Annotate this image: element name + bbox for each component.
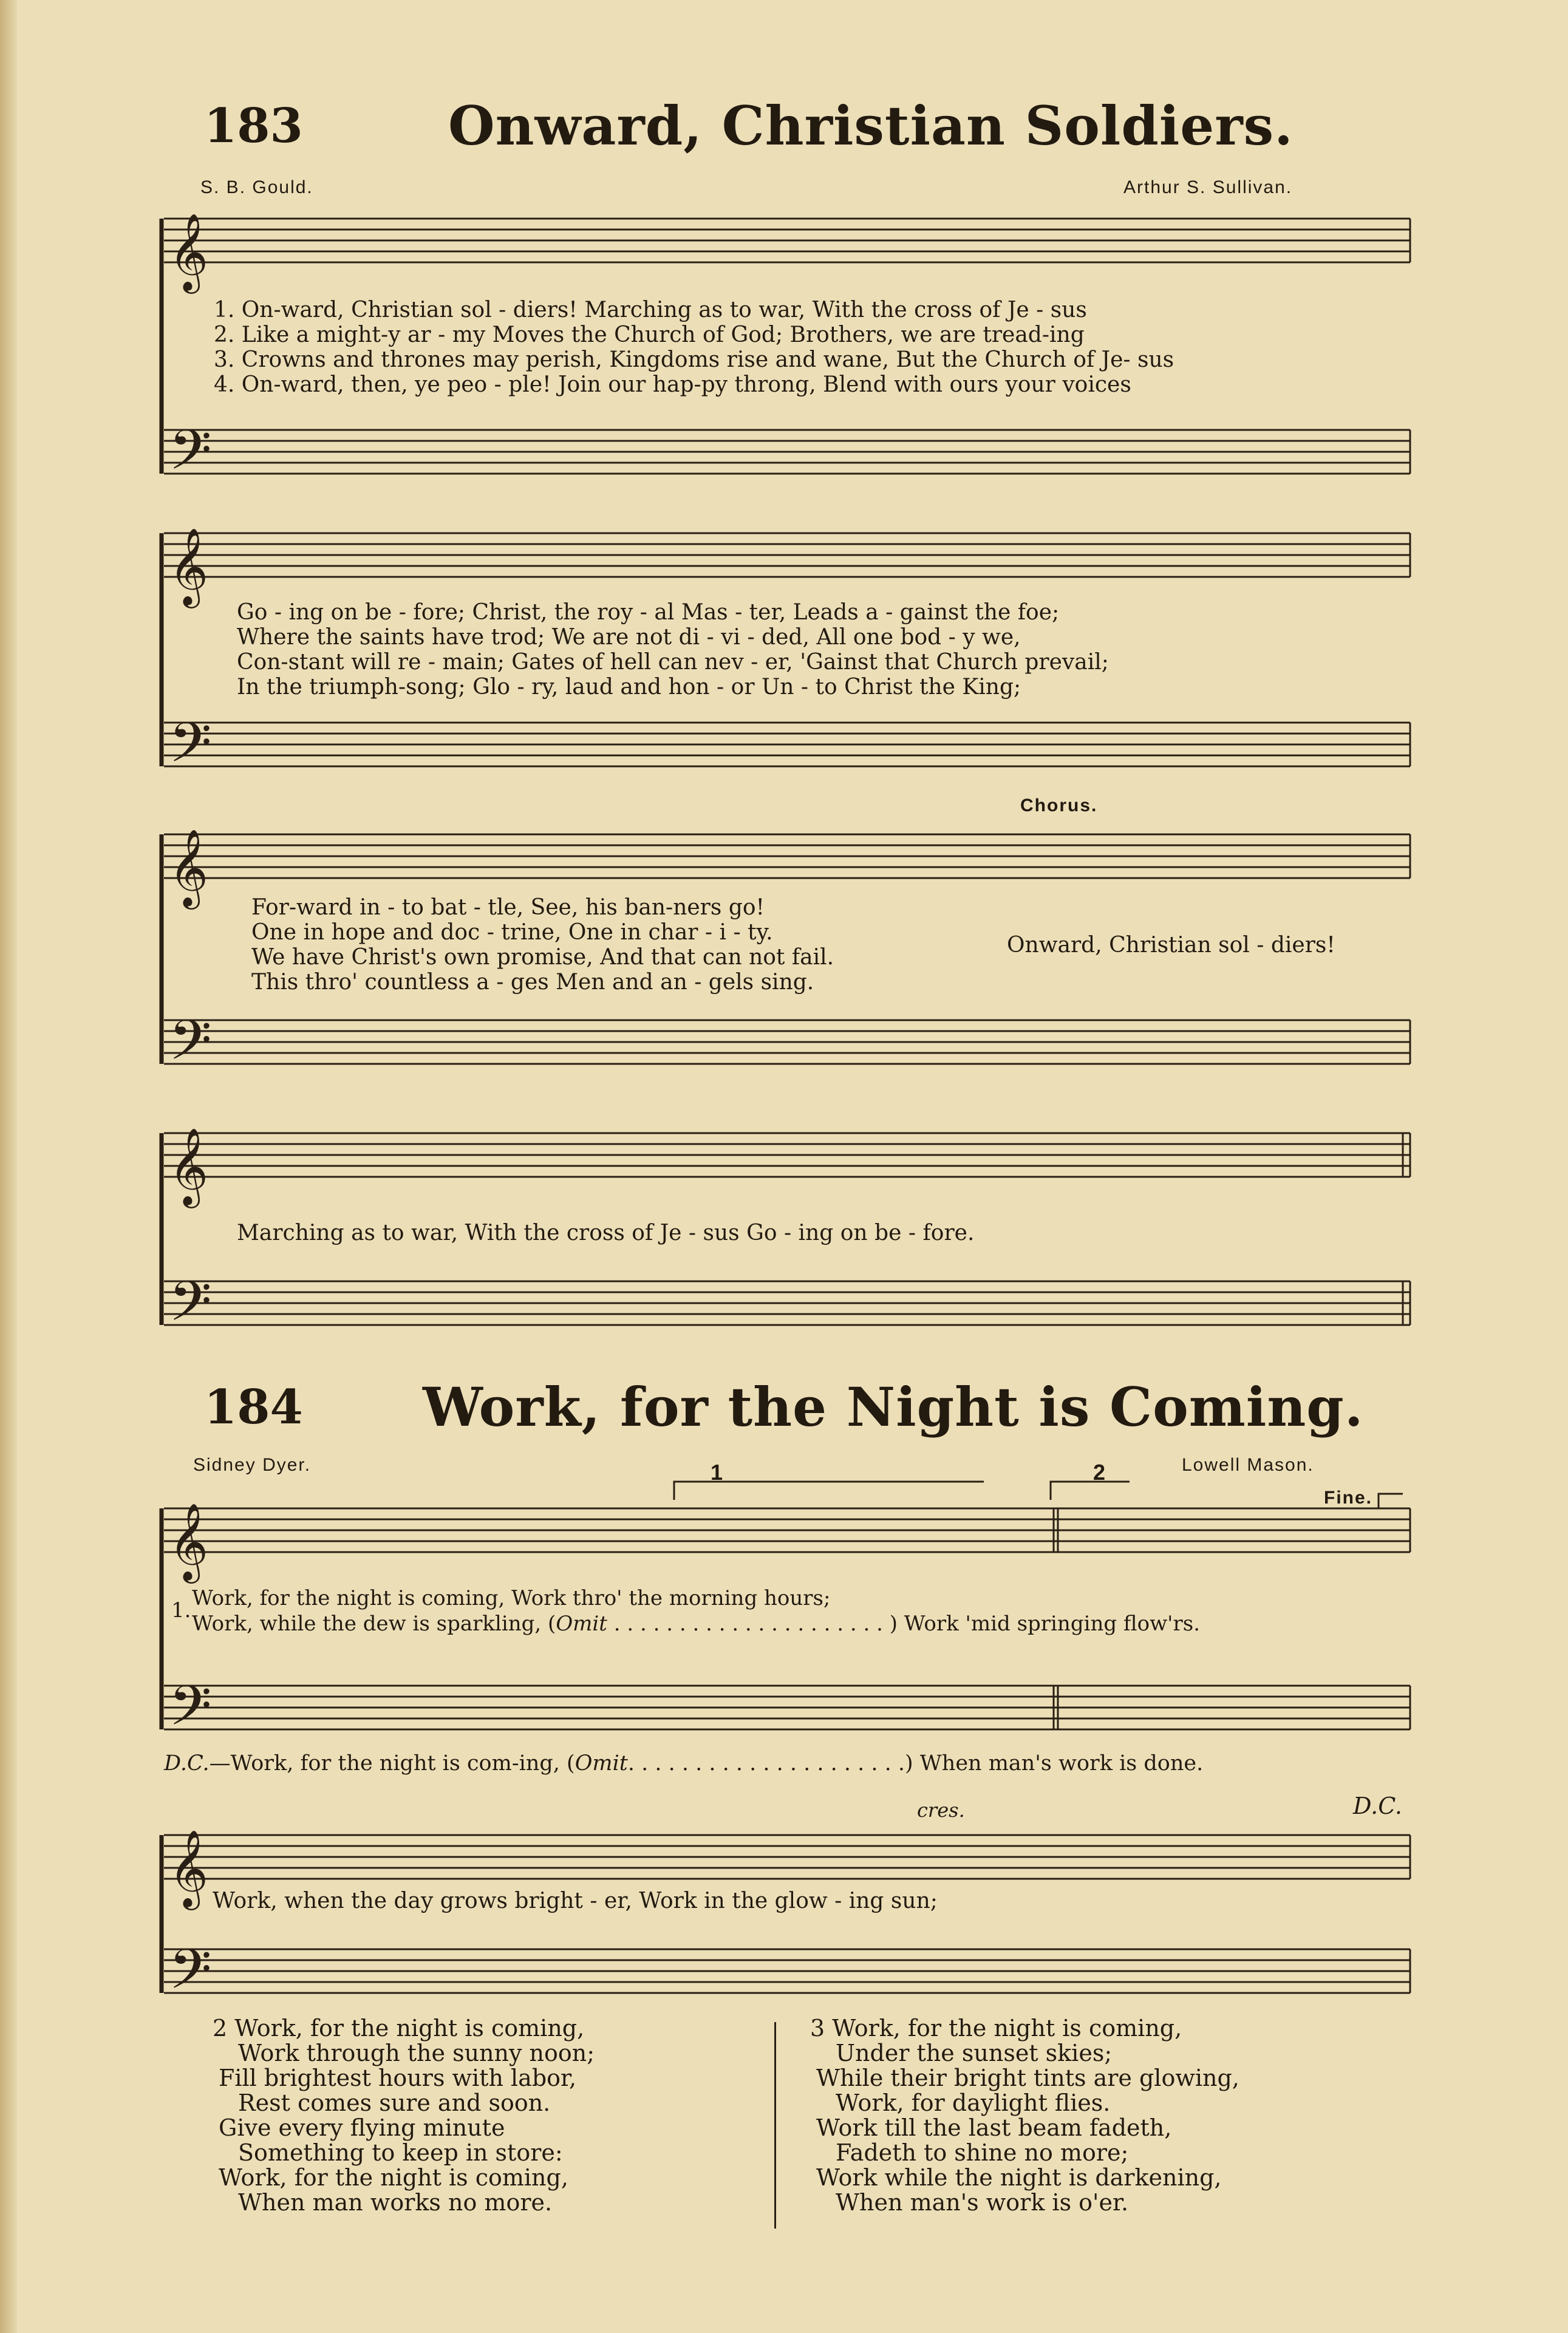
lyric-line: In the triumph-song; Glo - ry, laud and hon - or Un - to Christ the King; xyxy=(237,675,1021,700)
music-credit-184: Lowell Mason. xyxy=(1182,1455,1314,1475)
fine-mark: Fine. xyxy=(1324,1488,1373,1508)
verse-number-184: 1. xyxy=(171,1598,191,1623)
lyrics-184-line-c: Work, when the day grows bright - er, Work in the glow - ing sun; xyxy=(213,1889,938,1913)
stanza-line: Work, for daylight flies. xyxy=(836,2089,1111,2116)
lyrics-183-sys3 xyxy=(251,895,834,995)
lyric-fragment: . . . . . . . . . . . . . . . . . . . . .) xyxy=(627,1751,913,1776)
stanza-line: Work while the night is darkening, xyxy=(816,2164,1222,2191)
svg-text:𝄢: 𝄢 xyxy=(169,1008,212,1086)
bar-lines xyxy=(1054,219,1410,1993)
chorus-line-1: Onward, Christian sol - diers! xyxy=(1007,933,1335,958)
stanza-line: Work through the sunny noon; xyxy=(238,2040,595,2066)
staff-treble-183-4 xyxy=(164,1133,1410,1177)
lyric-line: 4. On-ward, then, ye peo - ple! Join our hap-py throng, Blend with ours your voices xyxy=(214,372,1131,397)
music-credit-183: Arthur S. Sullivan. xyxy=(1123,177,1293,197)
svg-text:𝄢: 𝄢 xyxy=(169,710,212,788)
lyric-fragment: —Work, for the night is com-ing, ( xyxy=(209,1751,575,1776)
lyric-fragment: Work 'mid springing flow'rs. xyxy=(904,1612,1201,1636)
stanza-line: When man works no more. xyxy=(238,2189,553,2216)
staff-treble-184-2 xyxy=(164,1835,1410,1879)
stanza-line: 3 Work, for the night is coming, xyxy=(810,2015,1182,2042)
lyric-line: 3. Crowns and thrones may perish, Kingdoms rise and wane, But the Church of Je- sus xyxy=(214,347,1174,372)
staff-bass-183-1 xyxy=(164,430,1410,474)
svg-text:𝄞: 𝄞 xyxy=(169,1829,209,1907)
staff-bass-183-3 xyxy=(164,1020,1410,1064)
lyric-line: We have Christ's own promise, And that can not fail. xyxy=(251,945,834,970)
ending-2-label: 2 xyxy=(1093,1460,1107,1485)
stanza-line: While their bright tints are glowing, xyxy=(816,2065,1239,2091)
stanza-2 xyxy=(213,2016,595,2215)
omit-mark: Omit xyxy=(574,1751,628,1776)
dc-mark: D.C. xyxy=(1353,1793,1402,1819)
omit-mark: Omit xyxy=(556,1612,607,1636)
staff-treble-183-3 xyxy=(164,834,1410,878)
chorus-line-2: Marching as to war, With the cross of Je - sus Go - ing on be - fore. xyxy=(237,1221,975,1245)
lyric-line: 2. Like a might-y ar - my Moves the Church of God; Brothers, we are tread-ing xyxy=(214,322,1085,347)
stanza-line: When man's work is o'er. xyxy=(836,2189,1129,2216)
svg-text:𝄢: 𝄢 xyxy=(169,1937,212,2015)
lyric-line: Con-stant will re - main; Gates of hell can nev - er, 'Gainst that Church prevail; xyxy=(237,650,1109,675)
chorus-label: Chorus. xyxy=(1020,795,1098,816)
words-credit-183: S. B. Gould. xyxy=(200,177,313,197)
lyric-fragment: Work, while the dew is sparkling, ( xyxy=(192,1612,556,1636)
svg-text:𝄢: 𝄢 xyxy=(169,1674,212,1751)
svg-text:𝄞: 𝄞 xyxy=(169,1502,209,1580)
svg-text:𝄞: 𝄞 xyxy=(169,828,209,906)
hymn-number-184: 184 xyxy=(204,1380,303,1435)
hymn-number-183: 183 xyxy=(204,98,303,154)
lyrics-183-sys2 xyxy=(237,600,1109,700)
stanza-line: Work, for the night is coming, xyxy=(219,2164,568,2191)
lyric-line: 1. On-ward, Christian sol - diers! Marching as to war, With the cross of Je - sus xyxy=(214,298,1087,322)
staff-bass-184-2 xyxy=(164,1949,1410,1993)
stanza-line: Work till the last beam fadeth, xyxy=(816,2114,1172,2141)
staff-treble-184-1 xyxy=(164,1508,1410,1552)
stanza-3 xyxy=(810,2016,1239,2215)
staff-treble-183-2 xyxy=(164,533,1410,577)
staff-bass-184-1 xyxy=(164,1686,1410,1729)
lyric-line: Go - ing on be - fore; Christ, the roy - al Mas - ter, Leads a - gainst the foe; xyxy=(237,600,1060,625)
svg-text:𝄢: 𝄢 xyxy=(169,1269,212,1347)
lyric-line: Where the saints have trod; We are not di - vi - ded, All one bod - y we, xyxy=(237,625,1021,650)
stanza-divider xyxy=(774,2022,776,2229)
hymn-title-183: Onward, Christian Soldiers. xyxy=(448,94,1294,157)
dc-line xyxy=(164,1751,1203,1776)
staff-bass-183-2 xyxy=(164,723,1410,766)
stanza-line: Fadeth to shine no more; xyxy=(836,2139,1129,2166)
lyric-fragment: When man's work is done. xyxy=(919,1751,1204,1776)
lyrics-183-sys1 xyxy=(214,298,1174,397)
lyrics-184-line-b xyxy=(192,1612,1200,1637)
svg-text:𝄞: 𝄞 xyxy=(169,213,209,290)
lyric-line: For-ward in - to bat - tle, See, his ban-ners go! xyxy=(251,895,765,920)
stanza-line: Rest comes sure and soon. xyxy=(238,2089,551,2116)
stanza-line: 2 Work, for the night is coming, xyxy=(213,2015,585,2042)
lyric-line: This thro' countless a - ges Men and an - gels sing. xyxy=(251,970,814,995)
lyric-line: One in hope and doc - trine, One in char - i - ty. xyxy=(251,920,773,945)
staff-treble-183-1 xyxy=(164,219,1410,262)
hymn-title-184: Work, for the Night is Coming. xyxy=(423,1375,1364,1439)
stanza-line: Give every flying minute xyxy=(219,2114,505,2141)
dc-label: D.C. xyxy=(164,1751,210,1776)
stanza-line: Under the sunset skies; xyxy=(836,2040,1113,2066)
svg-text:𝄞: 𝄞 xyxy=(169,527,209,605)
lyric-fragment: . . . . . . . . . . . . . . . . . . . . . ) xyxy=(613,1612,898,1636)
ending-brackets xyxy=(674,1482,1403,1508)
stanza-line: Fill brightest hours with labor, xyxy=(219,2065,577,2091)
staff-bass-183-4 xyxy=(164,1281,1410,1325)
words-credit-184: Sidney Dyer. xyxy=(193,1455,312,1475)
ending-1-label: 1 xyxy=(711,1460,724,1485)
cres-mark: cres. xyxy=(917,1799,965,1822)
svg-text:𝄢: 𝄢 xyxy=(169,418,212,496)
svg-text:𝄞: 𝄞 xyxy=(169,1127,209,1205)
stanza-line: Something to keep in store: xyxy=(238,2139,563,2166)
clefs xyxy=(169,213,212,2015)
lyrics-184-line-a: Work, for the night is coming, Work thro' the morning hours; xyxy=(192,1586,831,1610)
